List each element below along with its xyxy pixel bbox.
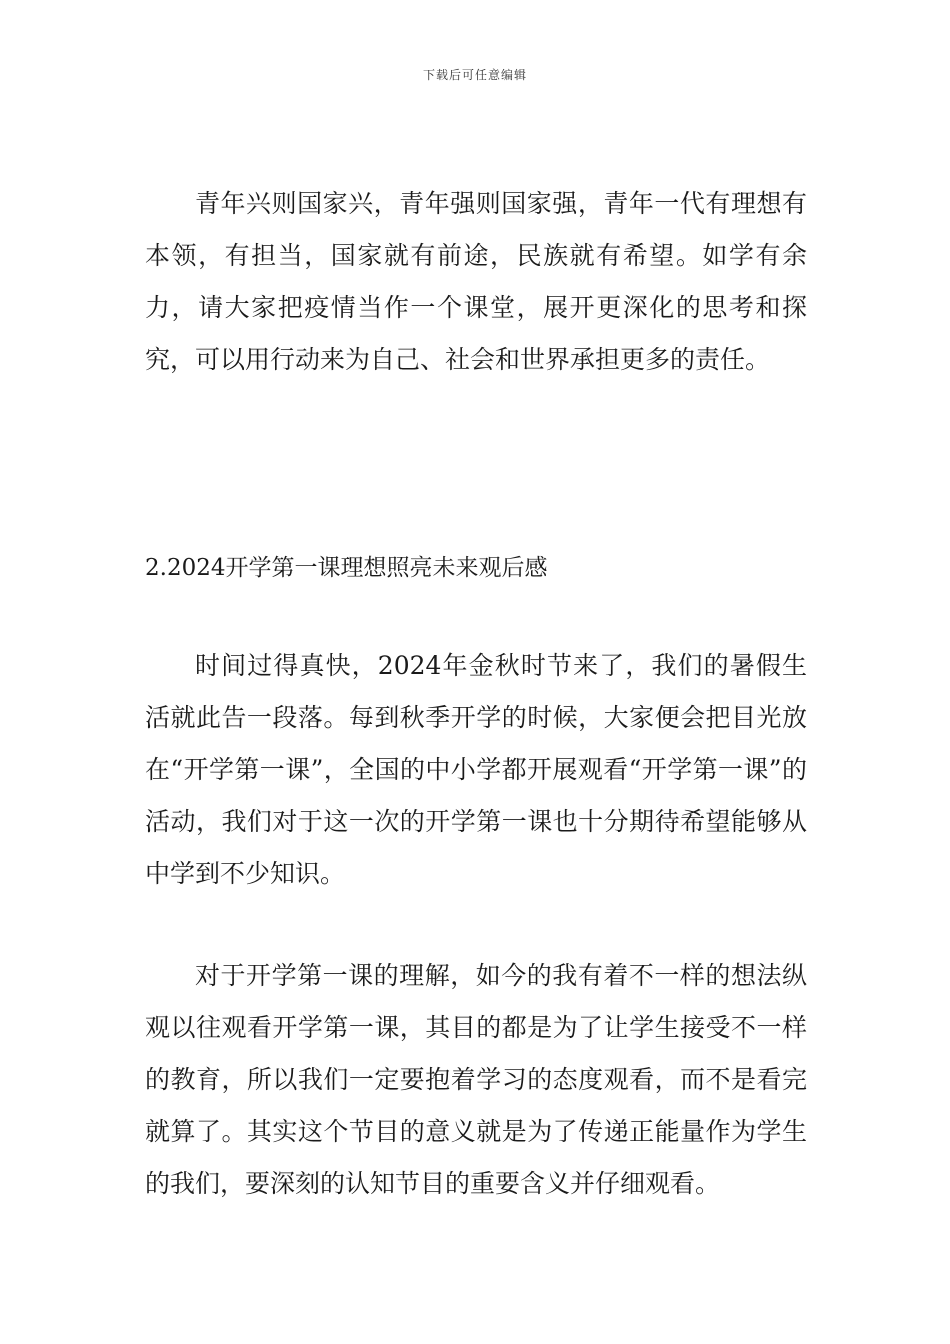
page-header-note: 下载后可任意编辑 bbox=[422, 68, 527, 82]
paragraph-understanding: 对于开学第一课的理解，如今的我有着不一样的想法纵观以往观看开学第一课，其目的都是为了让学生接受不一样的教育，所以我们一定要抱着学习的态度观看，而不是看完就算了。其实这个节目的意义就是为了传递正能量作为学生的我们，要深刻的认知节目的重要含义并仔细观看。 bbox=[145, 961, 807, 1198]
paragraph-youth: 青年兴则国家兴，青年强则国家强，青年一代有理想有本领，有担当，国家就有前途，民族就有希望。如学有余力，请大家把疫情当作一个课堂，展开更深化的思考和探究，可以用行动来为自己、社会和世界承担更多的责任。 bbox=[145, 189, 807, 374]
paragraph-summer: 时间过得真快，2024年金秋时节来了，我们的暑假生活就此告一段落。每到秋季开学的时候，大家便会把目光放在“开学第一课”，全国的中小学都开展观看“开学第一课”的活动，我们对于这一次的开学第一课也十分期待希望能够从中学到不少知识。 bbox=[145, 651, 807, 888]
document-body bbox=[145, 178, 807, 1210]
section-heading-2: 2.2024开学第一课理想照亮未来观后感 bbox=[145, 555, 548, 581]
